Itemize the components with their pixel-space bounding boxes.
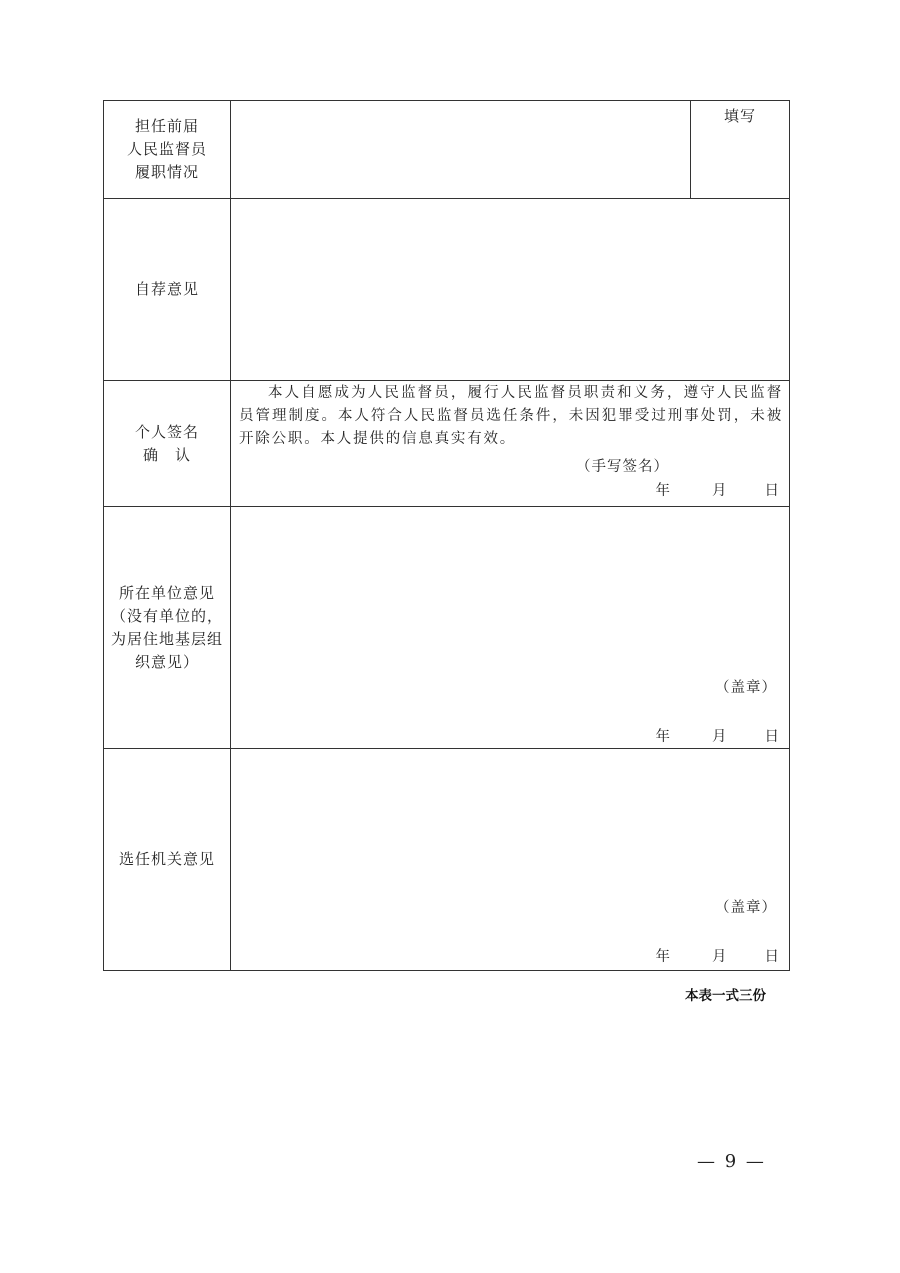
employer-opinion-area[interactable] <box>231 507 790 749</box>
employer-date-line <box>656 726 780 749</box>
previous-term-label: 担任前届 人民监督员 履职情况 <box>126 117 207 181</box>
selection-authority-label-cell <box>104 749 231 971</box>
date-day: 日 <box>764 949 779 965</box>
fill-note: 填写 <box>723 107 756 125</box>
copies-footnote: 本表一式三份 <box>685 988 766 1004</box>
authority-date-line <box>656 946 780 969</box>
date-month: 月 <box>712 729 727 745</box>
row-personal-signature <box>104 381 790 507</box>
previous-term-fill-cell[interactable] <box>691 101 790 199</box>
date-year: 年 <box>655 483 670 499</box>
self-recommendation-input-area[interactable] <box>231 199 790 381</box>
personal-signature-label: 个人签名 确 认 <box>134 422 199 464</box>
employer-opinion-label-cell <box>104 507 231 749</box>
date-year: 年 <box>655 729 670 745</box>
declaration-text: 本人自愿成为人民监督员，履行人民监督员职责和义务，遵守人民监督员管理制度。本人符合人民监督员选任条件，未因犯罪受过刑事处罚，未被开除公职。本人提供的信息真实有效。 <box>239 385 783 447</box>
date-year: 年 <box>655 949 670 965</box>
row-previous-term <box>104 101 790 199</box>
handwritten-signature-note: （手写签名） <box>576 459 669 475</box>
self-recommendation-label: 自荐意见 <box>134 280 199 298</box>
date-month: 月 <box>712 949 727 965</box>
selection-authority-opinion-area[interactable] <box>231 749 790 971</box>
signature-date-line <box>656 480 780 503</box>
employer-seal-note: （盖章） <box>715 680 777 696</box>
row-employer-opinion <box>104 507 790 749</box>
date-day: 日 <box>764 483 779 499</box>
date-day: 日 <box>764 729 779 745</box>
application-form-table <box>103 100 790 971</box>
selection-authority-label: 选任机关意见 <box>118 850 215 868</box>
previous-term-label-cell <box>104 101 231 199</box>
personal-signature-area[interactable] <box>231 381 790 507</box>
self-recommendation-label-cell <box>104 199 231 381</box>
authority-seal-note: （盖章） <box>715 900 777 916</box>
previous-term-input-area[interactable] <box>231 101 691 199</box>
row-self-recommendation <box>104 199 790 381</box>
personal-signature-label-cell <box>104 381 231 507</box>
date-month: 月 <box>712 483 727 499</box>
row-selection-authority-opinion <box>104 749 790 971</box>
page-number: — 9 — <box>697 1151 766 1172</box>
employer-opinion-label: 所在单位意见 （没有单位的， 为居住地基层组 织意见） <box>110 583 223 671</box>
